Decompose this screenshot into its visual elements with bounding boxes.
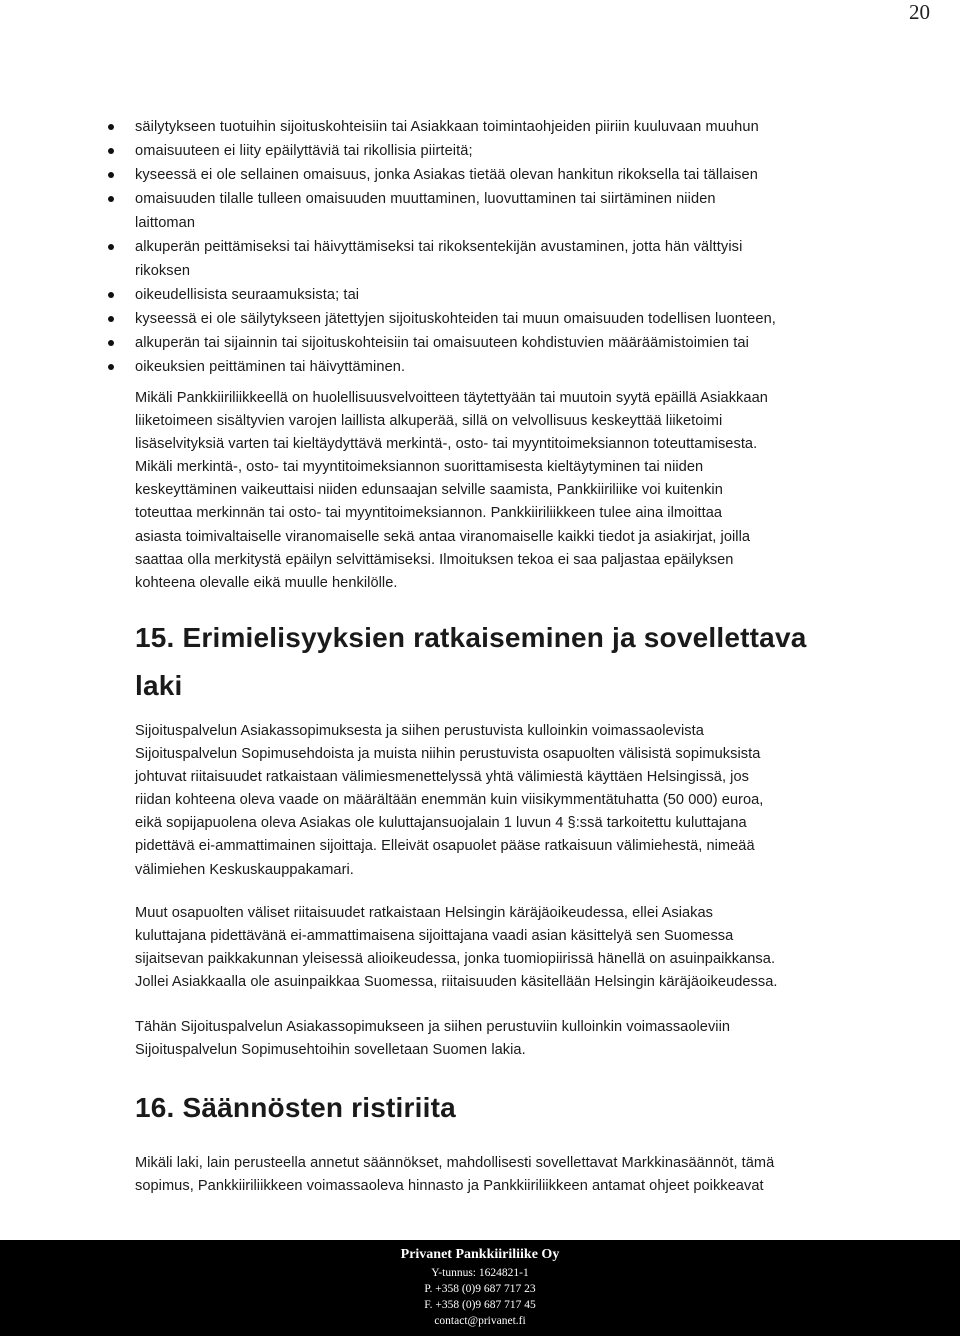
list-item bbox=[108, 163, 898, 187]
text-line: Jollei Asiakkaalla ole asuinpaikkaa Suomessa, riitaisuuden käsitellään Helsingin käräjäoikeudessa. bbox=[135, 974, 778, 991]
bullet-text: kyseessä ei ole sellainen omaisuus, jonka Asiakas tietää olevan hankitun rikoksella tai tällaisen bbox=[135, 167, 758, 183]
text-line: eikä sopijapuolena oleva Asiakas ole kuluttajansuojalain 1 luvun 4 §:ssä tarkoitettu kuluttajana bbox=[135, 815, 747, 832]
list-item bbox=[108, 115, 898, 139]
heading-line: laki bbox=[135, 670, 183, 701]
bullet-dot bbox=[108, 316, 114, 322]
list-item bbox=[108, 307, 898, 331]
bullet-text: alkuperän tai sijainnin tai sijoituskohteisiin tai omaisuuteen kohdistuvien määräämistoimien tai bbox=[135, 335, 749, 351]
text-line: riidan kohteena oleva vaade on määrältään enemmän kuin viisikymmentätuhatta (50 000) euroa, bbox=[135, 792, 764, 809]
text-line: sopimus, Pankkiiriliikkeen voimassaoleva hinnasto ja Pankkiiriliikkeen antamat ohjeet poikkeavat bbox=[135, 1178, 764, 1195]
section-heading-16: 16. Säännösten ristiriita bbox=[135, 1092, 456, 1123]
text-line: sijaitsevan paikkakunnan yleisessä alioikeudessa, jonka tuomiopiirissä hänellä on asuinpaikkansa. bbox=[135, 951, 776, 968]
text-line: Mikäli Pankkiiriliikkeellä on huolellisuusvelvoitteen täytettyään tai muutoin syytä epäillä Asiakkaan bbox=[135, 390, 768, 406]
text-line: Sijoituspalvelun Sopimusehdoista ja muista niihin perustuvista osapuolten välisistä sopimuksista bbox=[135, 746, 761, 763]
footer-business-id: Y-tunnus: 1624821-1 bbox=[431, 1267, 529, 1279]
page-footer bbox=[0, 1240, 960, 1336]
paragraph-applicable-law bbox=[135, 1016, 915, 1062]
text-line: Tähän Sijoituspalvelun Asiakassopimukseen ja siihen perustuviin kulloinkin voimassaoleviin bbox=[135, 1019, 731, 1035]
text-line: välimiehen Keskuskauppakamari. bbox=[135, 861, 354, 878]
text-line: liiketoimeen sisältyvien varojen laillista alkuperää, sillä on velvollisuus keskeyttää liiketoimi bbox=[135, 413, 723, 430]
bullet-dot bbox=[108, 124, 114, 130]
bullet-text: omaisuuden tilalle tulleen omaisuuden muuttaminen, luovuttaminen tai siirtäminen niiden bbox=[135, 191, 716, 207]
bullet-dot bbox=[108, 172, 114, 178]
paragraph-arbitration bbox=[135, 720, 915, 882]
text-line: toteuttaa merkinnän tai osto- tai myyntitoimeksiannon. Pankkiiriliikkeen tulee aina ilmoittaa bbox=[135, 505, 723, 522]
list-item bbox=[108, 331, 898, 355]
text-line: johtuvat riitaisuudet ratkaistaan välimiesmenettelyssä yhtä välimiestä käyttäen Helsingissä, jos bbox=[135, 769, 749, 786]
bullet-dot bbox=[108, 196, 114, 202]
list-item bbox=[108, 235, 898, 259]
bullet-text: kyseessä ei ole säilytykseen jätettyjen sijoituskohteiden tai muun omaisuuden todellisen luonteen, bbox=[135, 311, 776, 327]
bullet-list bbox=[108, 115, 898, 379]
bullet-text: alkuperän peittämiseksi tai häivyttämiseksi tai rikoksentekijän avustaminen, jotta hän välttyisi bbox=[135, 239, 743, 255]
list-item bbox=[108, 283, 898, 307]
list-item bbox=[108, 355, 898, 379]
bullet-text: laittoman bbox=[135, 215, 196, 231]
bullet-dot bbox=[108, 364, 114, 370]
text-line: Mikäli merkintä-, osto- tai myyntitoimeksiannon suorittamisesta kieltäytyminen tai niiden bbox=[135, 459, 704, 476]
text-line: asiasta toimivaltaiselle viranomaiselle sekä antaa viranomaiselle kaikki tiedot ja asiakirjat, joilla bbox=[135, 528, 751, 545]
list-item bbox=[108, 259, 898, 283]
text-line: Sijoituspalvelun Asiakassopimuksesta ja siihen perustuvista kulloinkin voimassaolevista bbox=[135, 723, 704, 739]
bullet-dot bbox=[108, 148, 114, 154]
bullet-text: oikeuksien peittäminen tai häivyttäminen. bbox=[135, 359, 406, 375]
text-line: Mikäli laki, lain perusteella annetut säännökset, mahdollisesti sovellettavat Markkinasäännöt, tämä bbox=[135, 1155, 775, 1171]
bullet-text: oikeudellisista seuraamuksista; tai bbox=[135, 287, 360, 303]
paragraph-district-court bbox=[135, 902, 915, 994]
text-line: lisäselvityksiä varten tai kieltäydyttävä merkintä-, osto- tai myyntitoimeksiannon toteuttamisesta. bbox=[135, 436, 758, 453]
bullet-dot bbox=[108, 244, 114, 250]
text-line: kuluttajana pidettävänä ei-ammattimaisena sijoittajana vaadi asian käsittelyä sen Suomessa bbox=[135, 928, 734, 945]
bullet-text: rikoksen bbox=[135, 263, 191, 279]
footer-fax: F. +358 (0)9 687 717 45 bbox=[424, 1299, 536, 1311]
text-line: Sijoituspalvelun Sopimusehtoihin sovelletaan Suomen lakia. bbox=[135, 1042, 526, 1059]
bullet-text: säilytykseen tuotuihin sijoituskohteisiin tai Asiakkaan toimintaohjeiden piiriin kuuluvaan muuhun bbox=[135, 119, 759, 135]
page-number: 20 bbox=[909, 0, 930, 24]
text-line: saattaa olla merkitystä epäilyn selvittämiseksi. Ilmoituksen tekoa ei saa paljastaa epäilyksen bbox=[135, 551, 734, 568]
text-line: keskeyttäminen vaikeuttaisi niiden edunsaajan selville saamista, Pankkiiriliike voi kuitenkin bbox=[135, 482, 723, 499]
text-line: Muut osapuolten väliset riitaisuudet ratkaistaan Helsingin käräjäoikeudessa, ellei Asiakas bbox=[135, 905, 714, 921]
paragraph-conflicting-provisions bbox=[135, 1152, 915, 1198]
text-line: pidettävä ei-ammattimainen sijoittaja. Elleivät osapuolet pääse ratkaisuun välimiehestä, nimeää bbox=[135, 838, 755, 855]
text-line: kohteena olevalle eikä muulle henkilölle. bbox=[135, 574, 398, 591]
list-item bbox=[108, 187, 898, 211]
section-heading-15 bbox=[135, 614, 807, 710]
footer-email: contact@privanet.fi bbox=[434, 1315, 526, 1327]
paragraph-suspicious-transactions bbox=[135, 387, 915, 595]
bullet-dot bbox=[108, 292, 114, 298]
list-item bbox=[108, 211, 898, 235]
heading-line: 15. Erimielisyyksien ratkaiseminen ja sovellettava bbox=[135, 622, 807, 653]
footer-phone: P. +358 (0)9 687 717 23 bbox=[424, 1283, 536, 1295]
list-item bbox=[108, 139, 898, 163]
bullet-dot bbox=[108, 340, 114, 346]
footer-company-name: Privanet Pankkiiriliike Oy bbox=[400, 1247, 560, 1262]
bullet-text: omaisuuteen ei liity epäilyttäviä tai rikollisia piirteitä; bbox=[135, 143, 473, 159]
